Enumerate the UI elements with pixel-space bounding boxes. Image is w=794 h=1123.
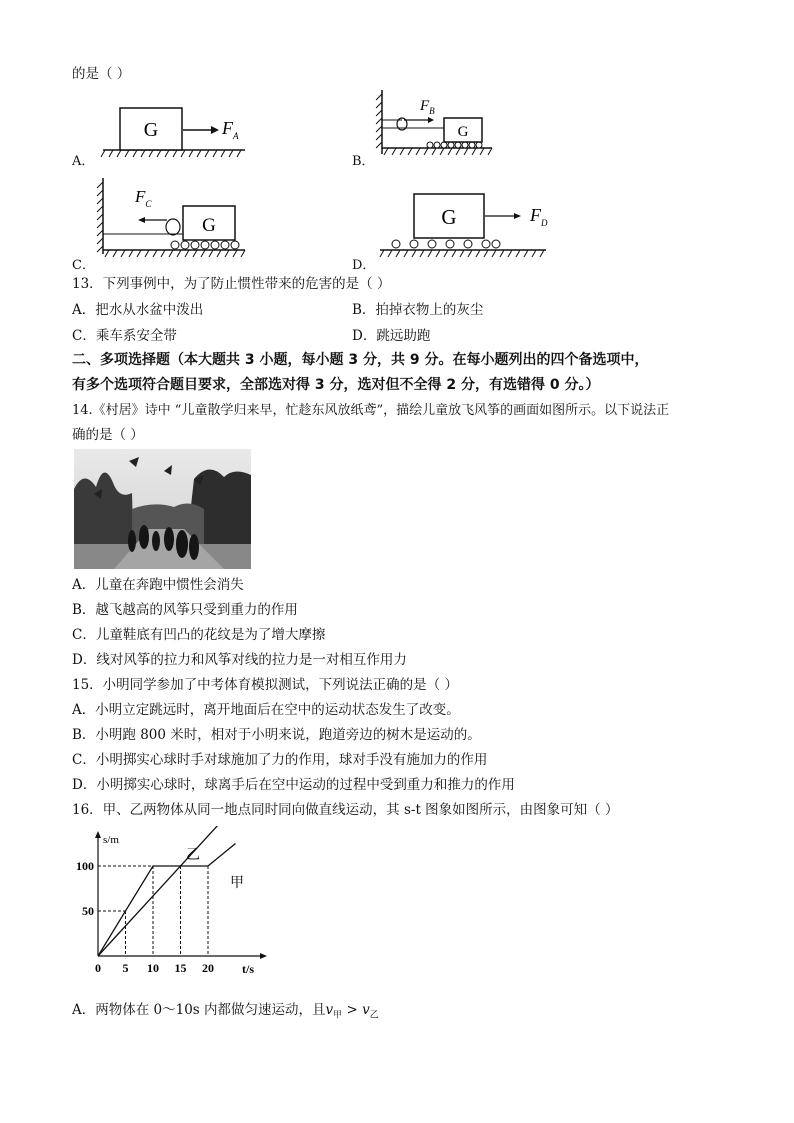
v-jia-symbol: v	[325, 1002, 334, 1018]
series-label-yi: 乙	[186, 848, 200, 863]
q14-stem-line1: 14.《村居》诗中 “儿童散学归来早，忙趁东风放纸鸢”，描绘儿童放飞风筝的画面如图所示。以下说法正	[72, 403, 670, 418]
q14-option-d: D．线对风筝的拉力和风筝对线的拉力是一对相互作用力	[72, 652, 407, 668]
q14-option-a: A．儿童在奔跑中惯性会消失	[72, 577, 244, 593]
q15-option-a: A．小明立定跳远时，离开地面后在空中的运动状态发生了改变。	[72, 702, 460, 718]
v-jia-subscript: 甲	[333, 1010, 343, 1021]
q12-option-b-letter: B．	[352, 154, 375, 169]
section2-title-line2: 有多个选项符合题目要求，全部选对得 3 分，选对但不全得 2 分，有选错得 0 分。）	[72, 377, 600, 393]
v-yi-subscript: 乙	[369, 1010, 379, 1021]
q12-option-d-letter: D．	[352, 258, 376, 273]
x-tick-label: 15	[174, 961, 187, 975]
q16-option-a	[72, 1000, 379, 1026]
q15-stem: 15．小明同学参加了中考体育模拟测试，下列说法正确的是（ ）	[72, 677, 458, 693]
x-axis-arrow	[260, 953, 267, 959]
q16-stem: 16．甲、乙两物体从同一地点同时同向做直线运动，其 s-t 图象如图所示，由图象可知（ ）	[72, 802, 619, 818]
x-tick-label: 10	[147, 961, 159, 975]
q12-figure-a	[95, 100, 265, 162]
q13-option-a: A．把水从水盆中泼出	[72, 302, 204, 318]
force-b-label: $F_B$	[420, 98, 435, 116]
q12-option-c-letter: C．	[72, 258, 95, 273]
block-c-label: G	[202, 215, 216, 236]
force-a-label: $F_A$	[222, 118, 239, 141]
q15-option-c: C．小明掷实心球时手对球施加了力的作用，球对手没有施加力的作用	[72, 752, 488, 768]
x-tick-label: 5	[122, 961, 129, 975]
series-line-jia	[98, 844, 236, 957]
y-axis-arrow	[95, 831, 101, 838]
pulley-c	[166, 219, 180, 235]
y-axis-label: s/m	[103, 834, 119, 846]
v-yi-symbol: v	[362, 1002, 370, 1018]
q14-stem-line2: 确的是（ ）	[72, 427, 144, 443]
q16-option-a-text: A．两物体在 0～10s 内都做匀速运动，且	[72, 1002, 326, 1018]
q15-option-d: D．小明掷实心球时，球离手后在空中运动的过程中受到重力和推力的作用	[72, 777, 515, 793]
x-tick-label: 0	[95, 961, 101, 975]
x-tick-label: 20	[202, 961, 214, 975]
y-tick-label: 50	[82, 904, 94, 918]
x-axis-label: t/s	[242, 962, 254, 976]
q12-figure-b	[374, 86, 504, 162]
q12-figure-d	[374, 186, 574, 262]
q12-option-a-letter: A．	[72, 154, 95, 169]
block-d-label: G	[441, 205, 457, 229]
q12-figure-c	[95, 176, 255, 262]
q13-stem: 13．下列事例中，为了防止惯性带来的危害的是（ ）	[72, 276, 391, 292]
section2-title-line1: 二、多项选择题（本大题共 3 小题，每小题 3 分，共 9 分。在每小题列出的四个备选项中，	[72, 352, 649, 368]
kite-flying-photo	[74, 449, 251, 569]
q13-option-c: C．乘车系安全带	[72, 328, 177, 344]
q13-option-b: B．拍掉衣物上的灰尘	[352, 302, 484, 318]
q12-stem-tail: 的是（ ）	[72, 66, 131, 82]
greater-than-sign: >	[342, 1002, 363, 1018]
block-b-label: G	[457, 124, 469, 140]
force-d-label: $F_D$	[530, 205, 548, 228]
s-t-graph	[70, 826, 280, 986]
series-label-jia: 甲	[230, 876, 244, 891]
q14-option-b: B．越飞越高的风筝只受到重力的作用	[72, 602, 298, 618]
q15-option-b: B．小明跑 800 米时，相对于小明来说，跑道旁边的树木是运动的。	[72, 727, 481, 743]
y-tick-label: 100	[76, 859, 94, 873]
q13-option-d: D．跳远助跑	[352, 328, 431, 344]
force-c-label: $F_C$	[135, 187, 152, 209]
block-a-label: G	[143, 119, 159, 141]
q14-option-c: C．儿童鞋底有凹凸的花纹是为了增大摩擦	[72, 627, 326, 643]
